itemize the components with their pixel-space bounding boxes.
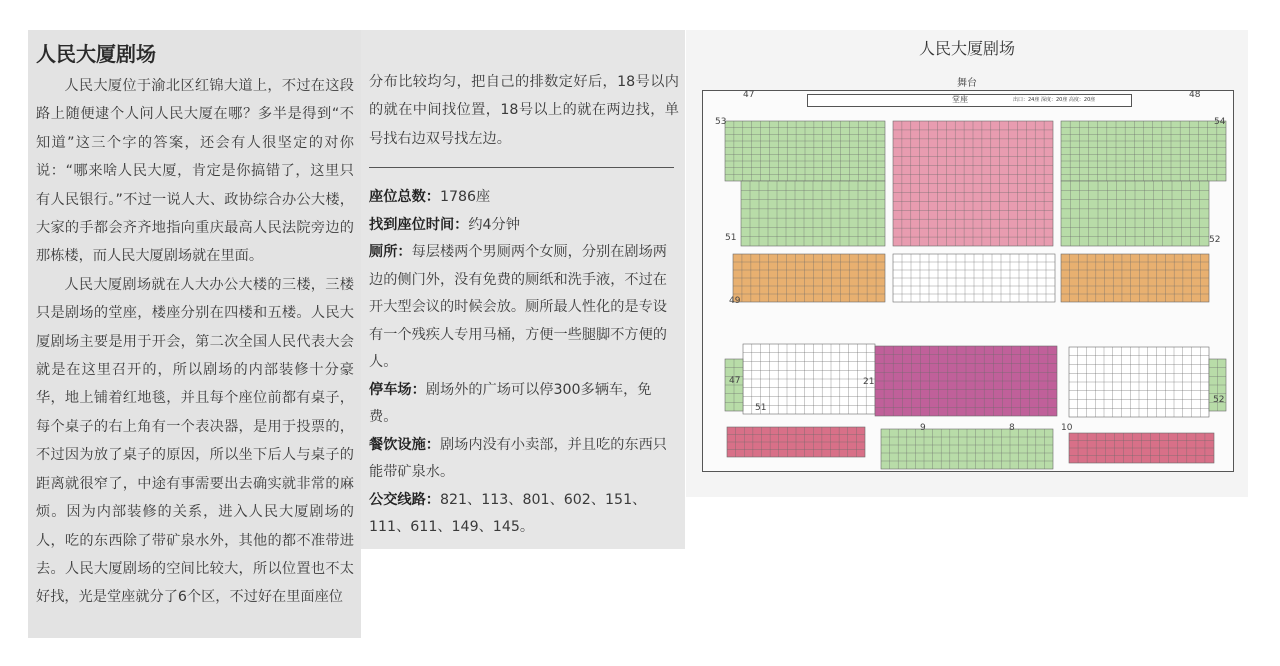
seating-chart: [686, 30, 1248, 497]
seating-chart-title: 人民大厦剧场: [918, 39, 1015, 58]
article-column-1-body: [36, 40, 354, 612]
section-number: 53: [715, 117, 727, 127]
info-dining: [369, 432, 679, 487]
article-column-2: [361, 30, 685, 549]
seat-block-top-left-lower: [741, 181, 885, 246]
seat-block-mid-center: [893, 254, 1055, 302]
info-value: 821、113、801、602、151、111、611、149、145。: [369, 491, 647, 536]
info-restroom: [369, 239, 679, 377]
section-number: 52: [1209, 235, 1221, 245]
info-value: 每层楼两个男厕两个女厕，分别在剧场两边的侧门外，没有免费的厕纸和洗手液，不过在开大型会议的时候会放。厕所最人性化的是专设有一个残疾人专用马桶，方便一些腿脚不方便的人。: [369, 244, 667, 371]
info-value: 约4分钟: [468, 216, 520, 233]
section-number: 10: [1061, 423, 1073, 433]
section-number: 9: [920, 423, 926, 433]
seat-block-top-right-lower: [1061, 181, 1209, 246]
stage-text: 堂座: [952, 95, 968, 104]
section-number: 54: [1214, 117, 1226, 127]
seat-block-top-right: [1061, 121, 1226, 181]
seat-block-bottom-left: [727, 427, 865, 457]
stage-info: 出口：24座 深度：20座 高度：20座: [1013, 97, 1096, 103]
info-bus: [369, 487, 679, 542]
article-column-2-body: [369, 68, 679, 542]
section-number: 51: [755, 403, 767, 413]
info-value: 剧场外的广场可以停300多辆车，免费。: [369, 381, 652, 426]
section-number: 48: [1189, 90, 1201, 100]
article-title: 人民大厦剧场: [36, 42, 156, 66]
section-number: 47: [743, 90, 755, 100]
seating-chart-frame: [702, 90, 1234, 472]
info-label: 厕所：: [369, 244, 412, 261]
info-value: 1786座: [439, 189, 491, 206]
article-column-1: [28, 30, 361, 638]
paragraph-2: 人民大厦剧场就在人大办公大楼的三楼，三楼只是剧场的堂座，楼座分别在四楼和五楼。人民大厦剧场主要是用于开会，第二次全国人民代表大会就是在这里召开的，所以剧场的内部装修十分豪华，地上铺着红地毯，并且每个座位前都有桌子，每个桌子的右上角有一个表决器，是用于投票的，不过因为放了桌子的原因，所以坐下后人与桌子的距离就很窄了，中途有事需要出去确实就非常的麻烦。因为内部装修的关系，进入人民大厦剧场的人，吃的东西除了带矿泉水外，其他的都不准带进去。人民大厦剧场的空间比较大，所以位置也不太好找，光是堂座就分了6个区，不过好在里面座位: [36, 276, 354, 606]
seat-block-top-center: [893, 121, 1053, 246]
paragraph-1: 人民大厦位于渝北区红锦大道上，不过在这段路上随便逮个人问人民大厦在哪？多半是得到“不知道”这三个字的答案，还会有人很坚定的对你说：“哪来啥人民大厦，肯定是你搞错了，这里只有人民银行。”不过一说人大、政协综合办公大楼，大家的手都会齐齐地指向重庆最高人民法院旁边的那栋楼，而人民大厦剧场就在里面。: [36, 78, 354, 265]
section-number: 51: [725, 233, 737, 243]
section-number: 8: [1009, 423, 1015, 433]
section-number: 49: [729, 296, 741, 306]
divider: [369, 167, 674, 168]
info-label: 停车场：: [369, 381, 426, 398]
info-parking: [369, 377, 679, 432]
stage-label: 舞台: [957, 78, 977, 89]
section-number: 21: [863, 377, 875, 387]
seat-block-mid-right: [1061, 254, 1209, 302]
info-label: 餐饮设施：: [369, 436, 440, 453]
info-find-time: [369, 212, 679, 240]
seat-block-low-center: [875, 346, 1057, 416]
seat-block-bottom-right: [1069, 433, 1214, 463]
seat-map: [703, 91, 1233, 471]
info-seat-count: [369, 184, 679, 212]
info-label: 公交线路：: [369, 491, 440, 508]
seat-block-low-right: [1069, 347, 1209, 417]
seat-block-mid-left: [733, 254, 885, 302]
info-label: 座位总数：: [369, 189, 440, 206]
section-number: 47: [729, 376, 741, 386]
section-number: 52: [1213, 395, 1225, 405]
seat-block-bottom-center: [881, 429, 1053, 469]
info-label: 找到座位时间：: [369, 216, 469, 233]
paragraph-continuation: 分布比较均匀，把自己的排数定好后，18号以内的就在中间找位置，18号以上的就在两边找，单号找右边双号找左边。: [369, 74, 679, 147]
info-value: 剧场内没有小卖部，并且吃的东西只能带矿泉水。: [369, 436, 667, 481]
seat-block-top-left: [725, 121, 885, 181]
